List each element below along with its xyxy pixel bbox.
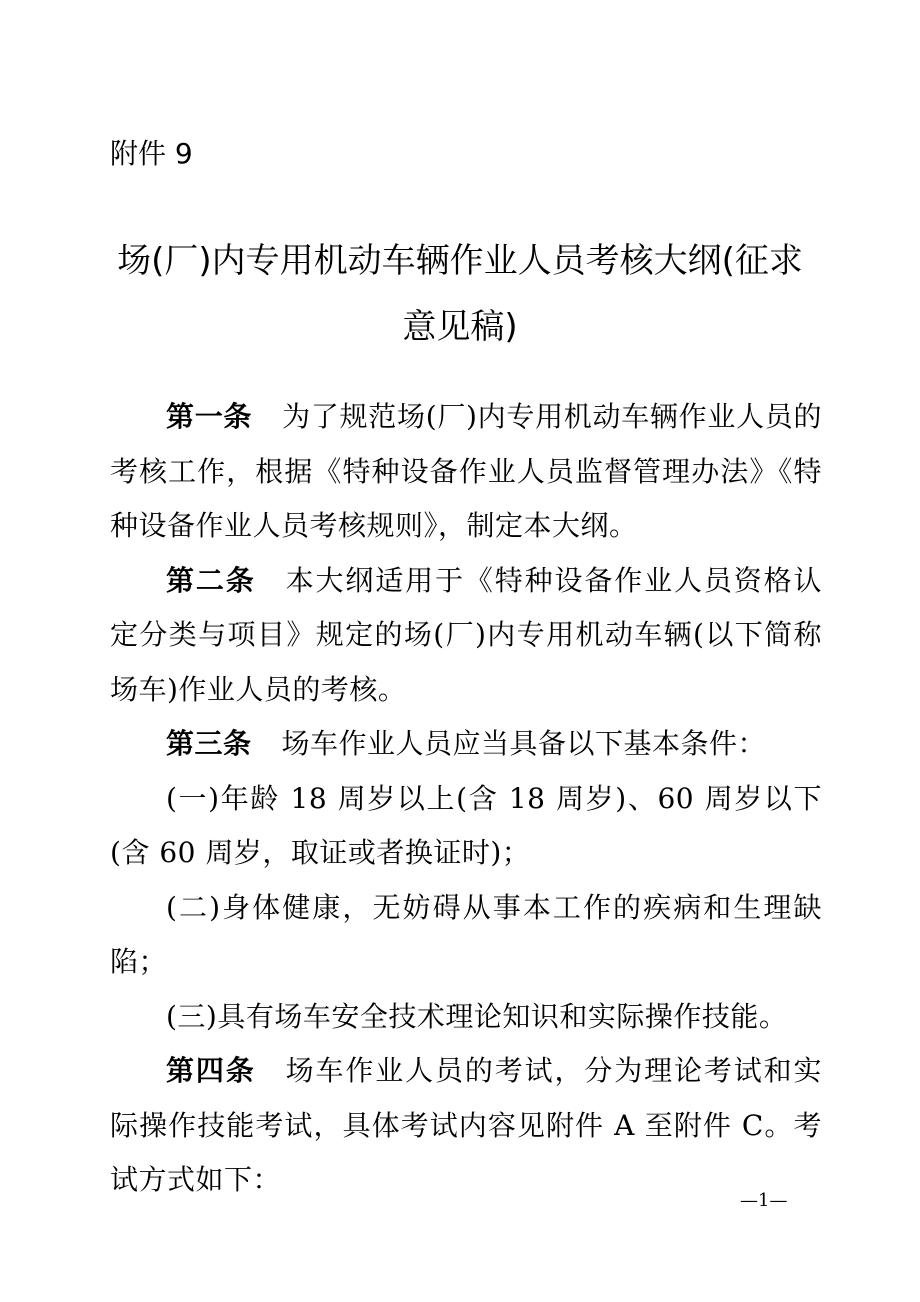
article-number: 第二条 bbox=[166, 563, 256, 597]
article-text: 为了规范场(厂)内专用机动车辆作业人员的考核工作，根据《特种设备作业人员监督管理办法》《特种设备作业人员考核规则》，制定本大纲。 bbox=[110, 400, 822, 542]
condition-item: (二)身体健康，无妨碍从事本工作的疾病和生理缺陷； bbox=[110, 890, 822, 978]
article-4 bbox=[110, 1044, 822, 1208]
article-3 bbox=[110, 717, 822, 772]
article-text: 场车作业人员的考试，分为理论考试和实际操作技能考试，具体考试内容见附件 A 至附件 C。考试方式如下： bbox=[110, 1054, 822, 1196]
article-text: 场车作业人员应当具备以下基本条件： bbox=[281, 727, 767, 760]
article-text: 本大纲适用于《特种设备作业人员资格认定分类与项目》规定的场(厂)内专用机动车辆(以下简称场车)作业人员的考核。 bbox=[110, 563, 822, 706]
article-1 bbox=[110, 390, 822, 554]
article-number: 第三条 bbox=[166, 727, 252, 760]
page-number: —1— bbox=[740, 1190, 788, 1211]
condition-item: (三)具有场车安全技术理论知识和实际操作技能。 bbox=[166, 999, 788, 1033]
attachment-label: 附件 9 bbox=[110, 137, 193, 170]
condition-item: (一)年龄 18 周岁以上(含 18 周岁)、60 周岁以下(含 60 周岁，取证或者换证时)； bbox=[110, 781, 822, 869]
article-2 bbox=[110, 554, 822, 718]
document-body bbox=[110, 390, 822, 1208]
article-number: 第一条 bbox=[166, 400, 253, 433]
article-number: 第四条 bbox=[166, 1054, 256, 1087]
document-title: 场(厂)内专用机动车辆作业人员考核大纲(征求意见稿) bbox=[117, 241, 803, 347]
